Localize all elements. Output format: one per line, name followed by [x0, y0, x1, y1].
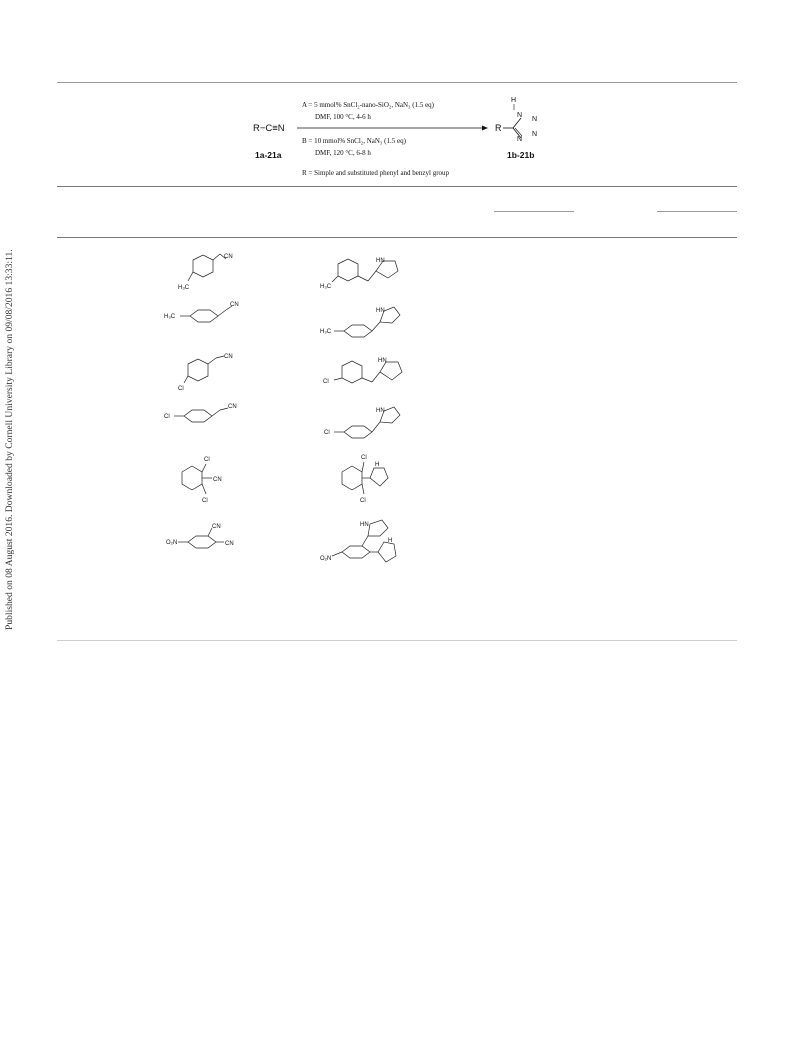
reactant-formula: R−C≡N: [253, 123, 285, 134]
svg-text:CN: CN: [225, 541, 234, 547]
svg-text:Cl: Cl: [323, 379, 329, 385]
svg-text:CN: CN: [224, 354, 233, 360]
product-h: H: [511, 97, 517, 104]
substrate-structure-2: [162, 298, 252, 338]
substrate-structure-6: [166, 520, 246, 564]
svg-text:H₃C: H₃C: [320, 329, 332, 335]
substrate-structure-4: [162, 400, 252, 434]
svg-text:H: H: [388, 538, 393, 544]
product-label: 1b-21b: [507, 150, 535, 160]
header-bottom-rule: [57, 237, 737, 238]
svg-text:HN: HN: [376, 408, 385, 414]
svg-text:Cl: Cl: [361, 455, 367, 461]
product-structure-6: [320, 512, 420, 576]
svg-text:H₃C: H₃C: [164, 314, 176, 320]
substrate-structure-3: [168, 350, 248, 392]
svg-text:CN: CN: [230, 302, 239, 308]
condition-a-line1: A = 5 mmol% SnCl₂-nano-SiO₂, NaN₃ (1.5 eq): [302, 101, 435, 109]
svg-text:O₂N: O₂N: [166, 540, 178, 546]
reaction-scheme: [245, 90, 565, 182]
product-n1: N: [517, 112, 523, 119]
svg-text:O₂N: O₂N: [320, 556, 332, 562]
product-structure-4: [322, 400, 422, 444]
condition-a-line2: DMF, 100 °C, 4-6 h: [315, 113, 371, 121]
svg-text:Cl: Cl: [204, 457, 210, 463]
condition-b-line2: DMF, 120 °C, 6-8 h: [315, 149, 371, 157]
svg-text:H: H: [375, 462, 380, 468]
scheme-bottom-rule: [57, 186, 737, 187]
reactant-label: 1a-21a: [255, 150, 282, 160]
product-structure-2: [320, 298, 420, 344]
product-n4: N: [517, 136, 523, 143]
publication-note: Published on 08 August 2016. Downloaded by Cornell University Library on 09/08/2016 13:33:11.: [4, 249, 15, 630]
r-definition: R = Simple and substituted phenyl and benzyl group: [302, 169, 450, 177]
svg-text:CN: CN: [213, 477, 222, 483]
svg-text:HN: HN: [360, 522, 369, 528]
svg-text:Cl: Cl: [164, 414, 170, 420]
header-sub-rule-1: [494, 211, 574, 212]
svg-text:Cl: Cl: [324, 430, 330, 436]
table-top-rule: [57, 82, 737, 83]
header-sub-rule-2: [657, 211, 737, 212]
product-structure-1: [318, 246, 418, 296]
svg-text:Cl: Cl: [178, 386, 184, 392]
product-r: R: [495, 123, 502, 133]
substrate-structure-1: [168, 246, 248, 296]
svg-text:Cl: Cl: [202, 498, 208, 504]
product-n3: N: [532, 131, 538, 138]
svg-text:HN: HN: [378, 358, 387, 364]
svg-text:CN: CN: [224, 254, 233, 260]
svg-text:CN: CN: [212, 524, 221, 530]
svg-text:CN: CN: [228, 404, 237, 410]
svg-text:HN: HN: [376, 258, 385, 264]
arrowhead-icon: [482, 126, 488, 131]
product-structure-3: [320, 350, 420, 392]
substrate-structure-5: [170, 452, 240, 506]
product-structure-5: [330, 452, 410, 506]
svg-text:HN: HN: [376, 308, 385, 314]
condition-b-line1: B = 10 mmol% SnCl₂, NaN₃ (1.5 eq): [302, 137, 406, 145]
product-n2: N: [532, 116, 538, 123]
svg-text:H₃C: H₃C: [178, 285, 190, 291]
svg-text:Cl: Cl: [360, 498, 366, 504]
svg-text:H₃C: H₃C: [320, 284, 332, 290]
table-bottom-rule: [57, 640, 737, 641]
